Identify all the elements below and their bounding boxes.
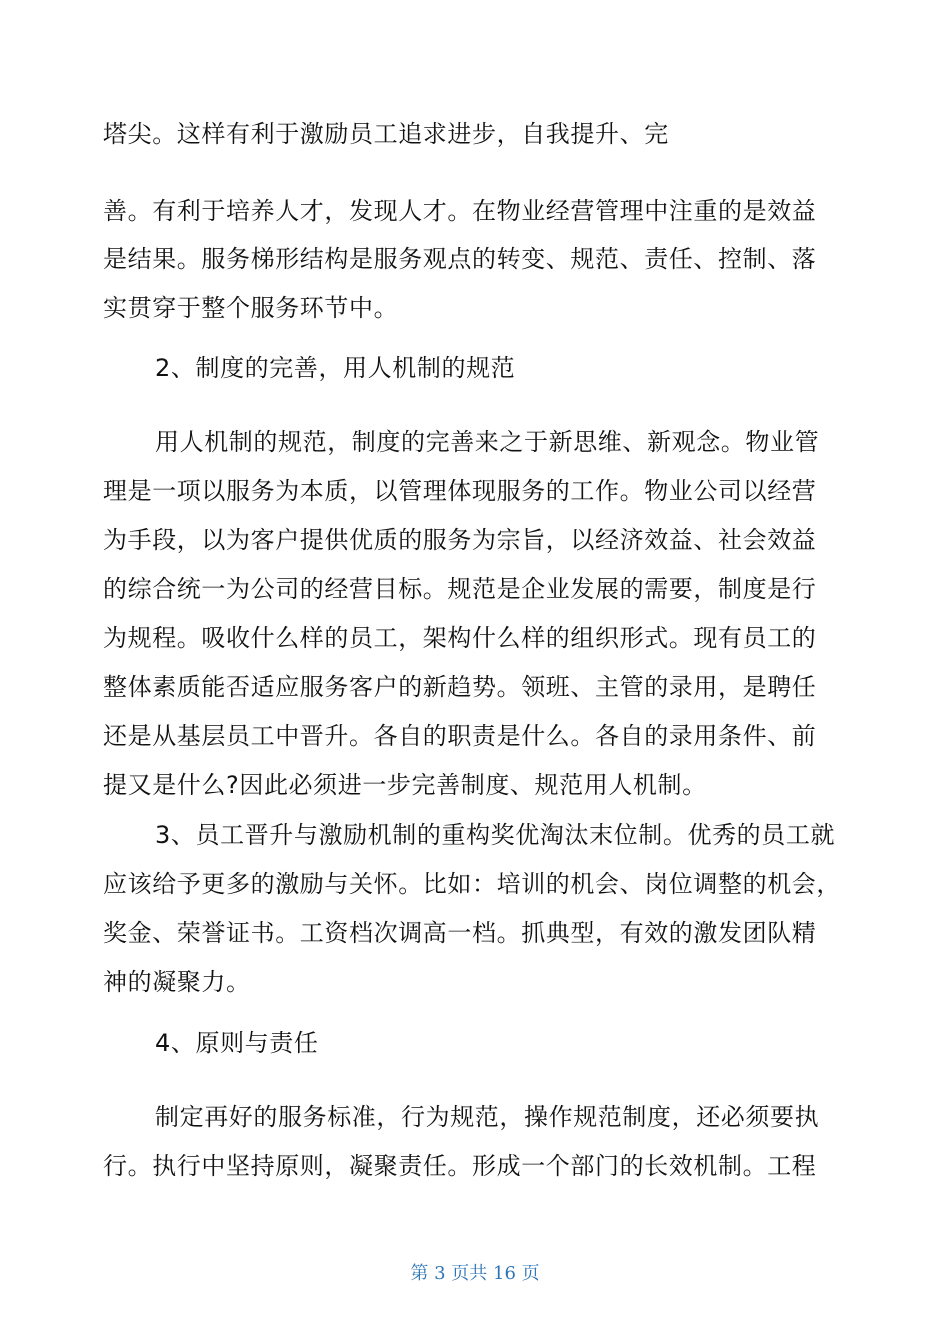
- text-line: 塔尖。这样有利于激励员工追求进步，自我提升、完: [103, 120, 669, 148]
- text-line: 是结果。服务梯形结构是服务观点的转变、规范、责任、控制、落: [103, 245, 817, 273]
- text-line: 应该给予更多的激励与关怀。比如：培训的机会、岗位调整的机会，: [103, 870, 841, 898]
- section-heading: 3、员工晋升与激励机制的重构奖优淘汰末位制。优秀的员工就: [155, 821, 836, 849]
- page-number: 第 3 页共 16 页: [410, 1263, 540, 1284]
- text-line: 行。执行中坚持原则，凝聚责任。形成一个部门的长效机制。工程: [103, 1152, 817, 1180]
- text-line: 为手段，以为客户提供优质的服务为宗旨，以经济效益、社会效益: [103, 526, 817, 554]
- text-line: 奖金、荣誉证书。工资档次调高一档。抓典型，有效的激发团队精: [103, 919, 817, 947]
- text-line: 神的凝聚力。: [103, 968, 251, 996]
- text-line: 整体素质能否适应服务客户的新趋势。领班、主管的录用，是聘任: [103, 673, 817, 701]
- section-heading: 4、原则与责任: [155, 1029, 319, 1057]
- text-line: 理是一项以服务为本质，以管理体现服务的工作。物业公司以经营: [103, 477, 817, 505]
- text-line: 实贯穿于整个服务环节中。: [103, 294, 399, 322]
- text-line: 制定再好的服务标准，行为规范，操作规范制度，还必须要执: [155, 1103, 820, 1131]
- text-line: 还是从基层员工中晋升。各自的职责是什么。各自的录用条件、前: [103, 722, 817, 750]
- section-heading: 2、制度的完善，用人机制的规范: [155, 354, 516, 382]
- text-line: 的综合统一为公司的经营目标。规范是企业发展的需要，制度是行: [103, 575, 817, 603]
- text-line: 为规程。吸收什么样的员工，架构什么样的组织形式。现有员工的: [103, 624, 817, 652]
- text-line: 用人机制的规范，制度的完善来之于新思维、新观念。物业管: [155, 428, 820, 456]
- text-line: 提又是什么?因此必须进一步完善制度、规范用人机制。: [103, 771, 707, 799]
- text-line: 善。有利于培养人才，发现人才。在物业经营管理中注重的是效益: [103, 197, 817, 225]
